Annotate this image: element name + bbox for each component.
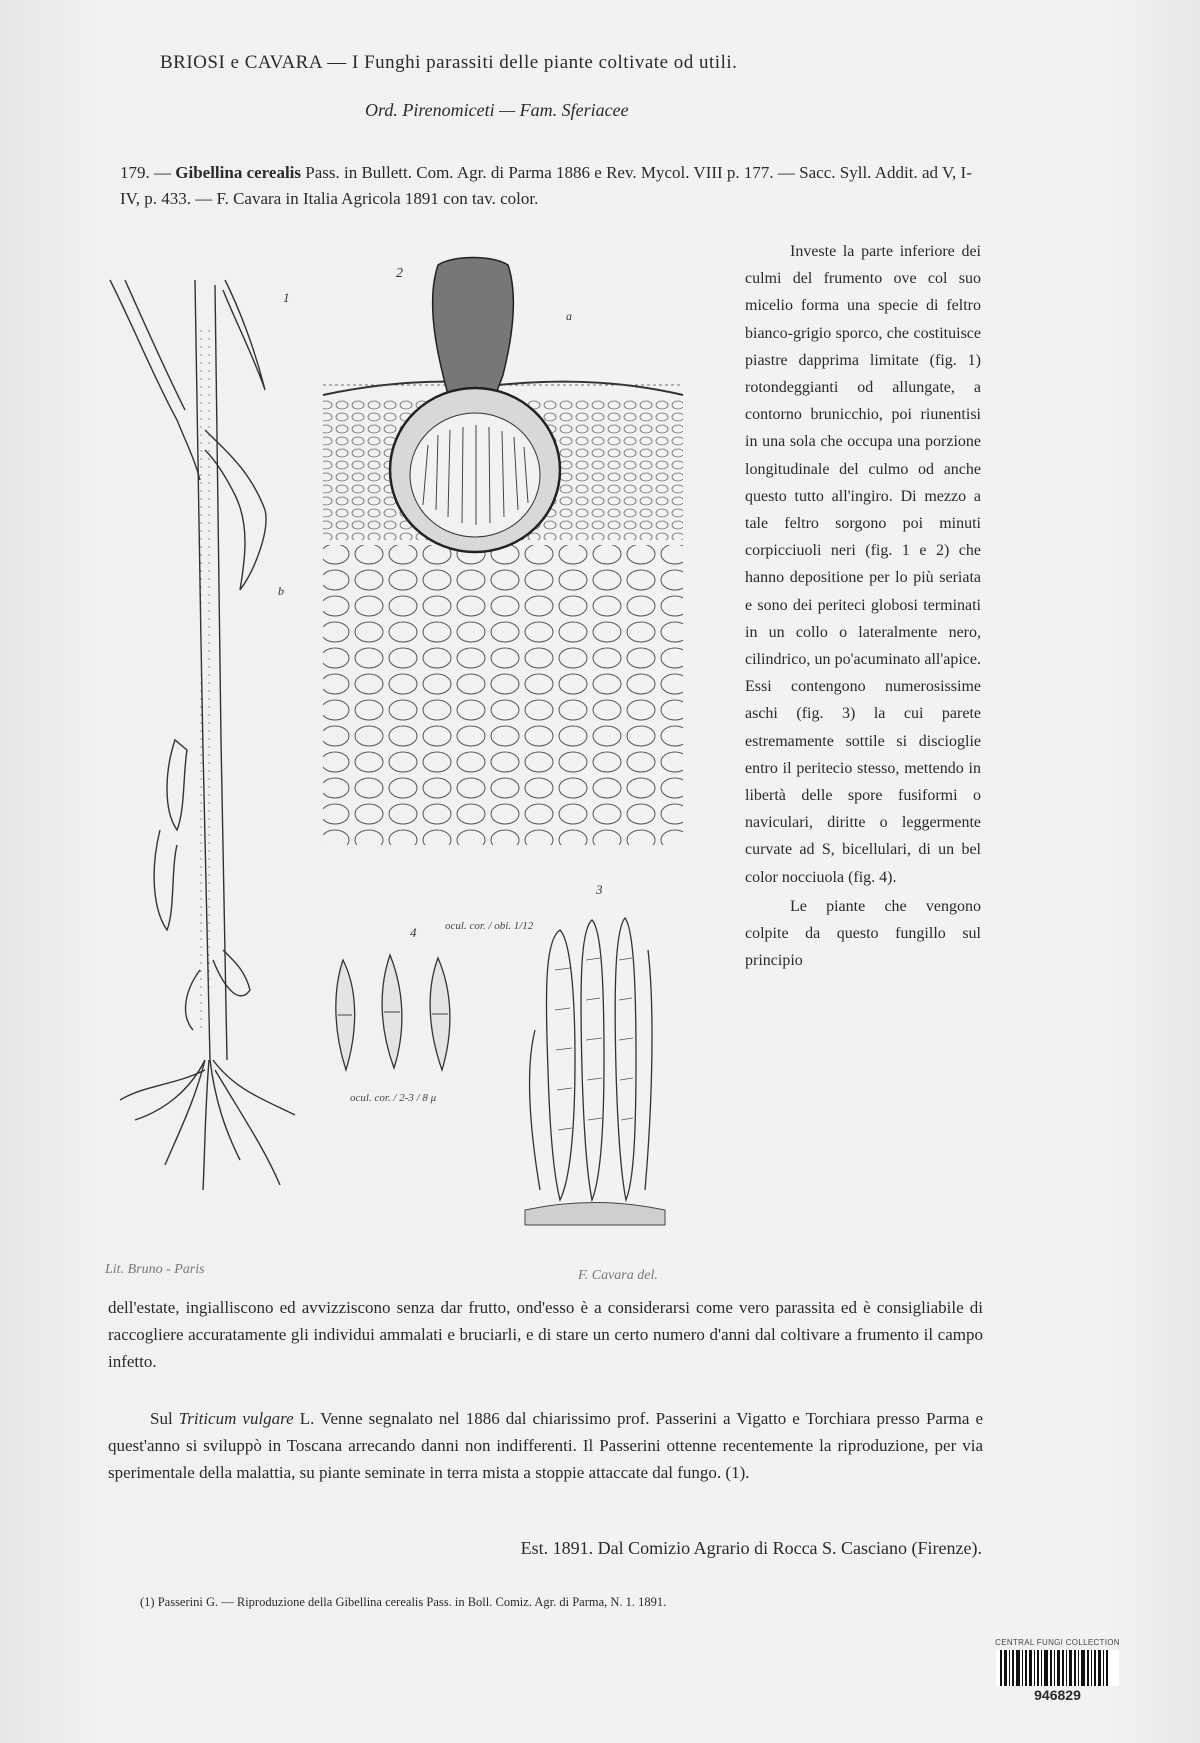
- host-name: Triticum vulgare: [178, 1409, 294, 1428]
- description-column: [745, 238, 981, 974]
- barcode-caption: CENTRAL FUNGI COLLECTION: [995, 1638, 1120, 1647]
- lithographer-signature: Lit. Bruno - Paris: [105, 1262, 205, 1277]
- barcode-label: [990, 1638, 1125, 1716]
- scale-fig4: ocul. cor. / 2-3 / 8 μ: [350, 1092, 437, 1104]
- collection-note: Est. 1891. Dal Comizio Agrario di Rocca S. Casciano (Firenze).: [520, 1538, 982, 1558]
- host-text: L. Venne segnalato nel 1886 dal chiarissimo prof. Passerini a Vigatto e Torchiara presso Parma e quest'anno si sviluppò in Toscana arrecando danni non indifferenti. Il Passerini ottenne recentemente la riproduzione, per via sperimentale della malattia, su piante seminate in terra mista a stoppie attaccate dal fungo. (1).: [108, 1409, 983, 1482]
- species-citation: Pass. in Bullett. Com. Agr. di Parma 1886 e Rev. Mycol. VIII p. 177. — Sacc. Syll. Addit. ad V, I-IV, p. 433. — F. Cavara in Italia Agricola 1891 con tav. color.: [120, 163, 972, 208]
- species-reference: [120, 160, 980, 212]
- host-prefix: Sul: [150, 1409, 173, 1428]
- description-continuation: dell'estate, ingialliscono ed avvizziscono senza dar frutto, ond'esso è a considerarsi come vero parassita ed è consigliabile di raccogliere accuratamente gli individui ammalati e bruciarli, e di stare un certo numero d'anni dal coltivare a frumento il campo infetto.: [108, 1298, 983, 1371]
- barcode-number: 946829: [1034, 1687, 1081, 1703]
- asci-illustration: [520, 910, 670, 1230]
- footnote: (1) Passerini G. — Riproduzione della Gibellina cerealis Pass. in Boll. Comiz. Agr. di Parma, N. 1. 1891.: [140, 1595, 667, 1609]
- perithecium-section-illustration: [278, 255, 698, 875]
- fig-label-1: 1: [283, 290, 290, 305]
- svg-text:2: 2: [396, 266, 403, 281]
- svg-text:b: b: [278, 584, 284, 598]
- host-paragraph: [108, 1405, 983, 1486]
- svg-text:a: a: [566, 309, 572, 323]
- plant-stem-illustration: [105, 270, 315, 1230]
- description-paragraph: Investe la parte inferiore dei culmi del frumento ove col suo micelio forma una specie di feltro bianco-grigio sporco, che costituisce piastre dapprima limitate (fig. 1) rotondeggianti od allungate, a contorno brunicchio, poi riunentisi in una sola che occupa una porzione longitudinale del culmo od anche questo tutto all'ingiro. Di mezzo a tale feltro sorgono poi minuti corpicciuoli neri (fig. 1 e 2) che hanno depositione per lo più seriata e sono dei periteci globosi terminati in un collo o lateralmente nero, cilindrico, un po'acuminato all'apice. Essi contengono numerosissime aschi (fig. 3) la cui parete estremamente sottile si discioglie entro il peritecio stesso, mettendo in libertà delle spore fusiformi o naviculari, diritte o leggermente curvate ad S, bicellulari, di un bel color nocciuola (fig. 4).: [745, 243, 981, 886]
- running-header: BRIOSI e CAVARA — I Funghi parassiti delle piante coltivate od utili.: [160, 52, 738, 73]
- species-name: Gibellina cerealis: [175, 163, 302, 182]
- barcode-icon: [996, 1650, 1119, 1686]
- artist-signature: F. Cavara del.: [578, 1268, 658, 1283]
- fig-label-4: 4: [410, 925, 417, 940]
- order-family-line: Ord. Pirenomiceti — Fam. Sferiacee: [365, 100, 629, 120]
- description-paragraph-2: Le piante che vengono colpite da questo fungillo sul principio: [745, 897, 981, 970]
- spores-illustration: [328, 950, 468, 1080]
- fig-label-3: 3: [596, 882, 603, 897]
- scale-fig3: ocul. cor. / obi. 1/12: [445, 920, 534, 932]
- entry-number: 179. —: [120, 163, 171, 182]
